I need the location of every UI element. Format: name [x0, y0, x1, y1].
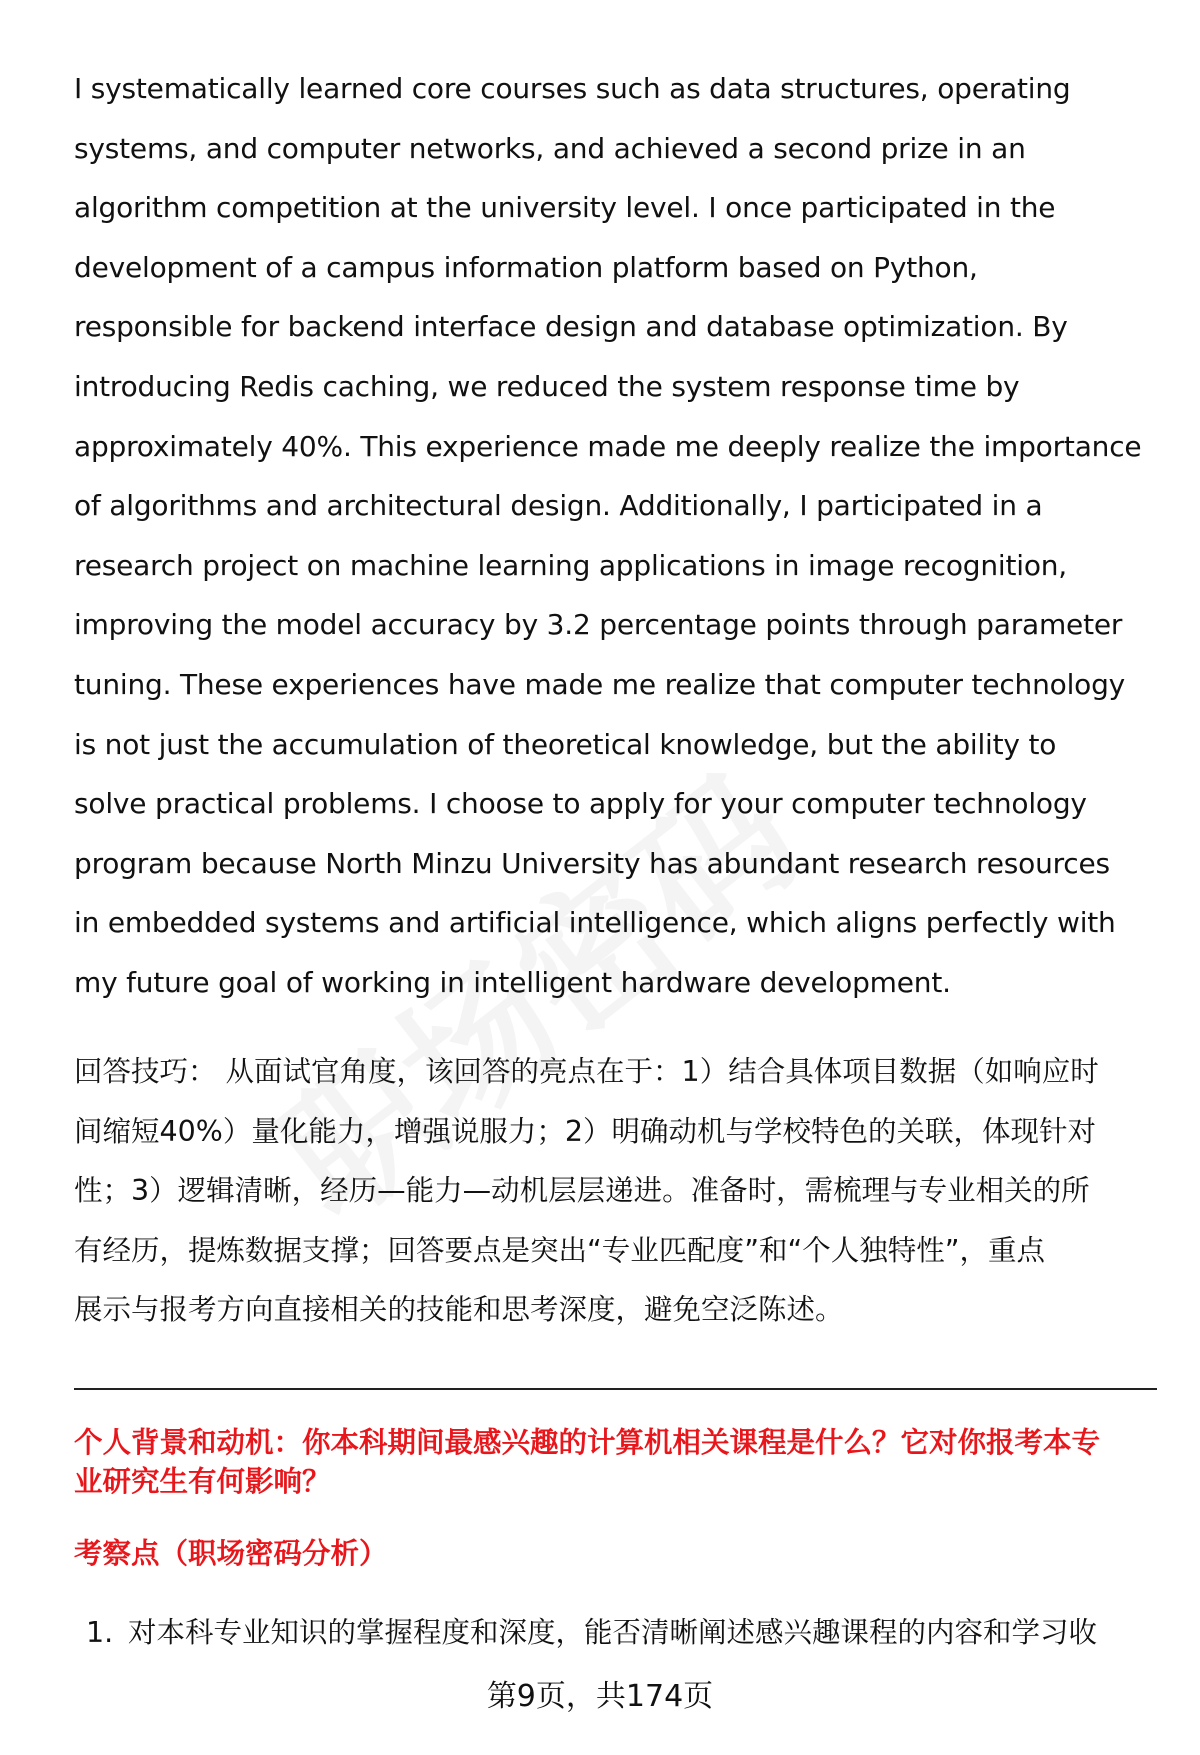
answer-line: solve practical problems. I choose to apply for your computer technology	[74, 787, 1087, 821]
answer-line: I systematically learned core courses such as data structures, operating	[74, 72, 1071, 105]
page-footer: 第9页，共174页	[486, 1679, 714, 1714]
answer-line: algorithm competition at the university level. I once participated in the	[74, 191, 1056, 225]
tips-line: 有经历，提炼数据支撑；回答要点是突出“专业匹配度”和“个人独特性”，重点	[74, 1233, 1046, 1267]
answer-line: research project on machine learning applications in image recognition,	[74, 548, 1068, 582]
answer-line: introducing Redis caching, we reduced the system response time by	[74, 369, 1020, 403]
answer-tips-paragraph	[74, 1042, 1164, 1340]
question-line: 业研究生有何影响？	[74, 1465, 331, 1498]
answer-line: approximately 40%. This experience made me deeply realize the importance	[74, 429, 1142, 463]
answer-line: of algorithms and architectural design. Additionally, I participated in a	[74, 489, 1043, 523]
question-line: 个人背景和动机：你本科期间最感兴趣的计算机相关课程是什么？它对你报考本专	[74, 1426, 1101, 1459]
answer-line: systems, and computer networks, and achieved a second prize in an	[74, 131, 1026, 165]
answer-line: responsible for backend interface design and database optimization. By	[74, 310, 1068, 344]
answer-line: development of a campus information platform based on Python,	[74, 250, 978, 284]
answer-line: in embedded systems and artificial intelligence, which aligns perfectly with	[74, 906, 1116, 940]
answer-line: my future goal of working in intelligent hardware development.	[74, 965, 951, 999]
question-heading	[74, 1423, 1164, 1501]
tips-line: 展示与报考方向直接相关的技能和思考深度，避免空泛陈述。	[74, 1293, 844, 1327]
answer-line: program because North Minzu University has abundant research resources	[74, 846, 1110, 880]
list-item-text: 对本科专业知识的掌握程度和深度，能否清晰阐述感兴趣课程的内容和学习收	[128, 1616, 1098, 1649]
list-number: 1.	[86, 1616, 114, 1649]
tips-line: 间缩短40%）量化能力，增强说服力；2）明确动机与学校特色的关联，体现针对	[74, 1114, 1096, 1148]
answer-line: is not just the accumulation of theoretical knowledge, but the ability to	[74, 727, 1057, 761]
section-divider	[74, 1388, 1157, 1390]
tips-line: 性；3）逻辑清晰，经历—能力—动机层层递进。准备时，需梳理与专业相关的所	[74, 1174, 1090, 1208]
focus-list-item	[86, 1613, 1097, 1653]
focus-heading: 考察点（职场密码分析）	[74, 1537, 388, 1570]
answer-line: tuning. These experiences have made me realize that computer technology	[74, 667, 1126, 701]
tips-line: 回答技巧： 从面试官角度，该回答的亮点在于：1）结合具体项目数据（如响应时	[74, 1055, 1099, 1088]
answer-paragraph	[74, 59, 1164, 1013]
answer-line: improving the model accuracy by 3.2 percentage points through parameter	[74, 608, 1123, 642]
